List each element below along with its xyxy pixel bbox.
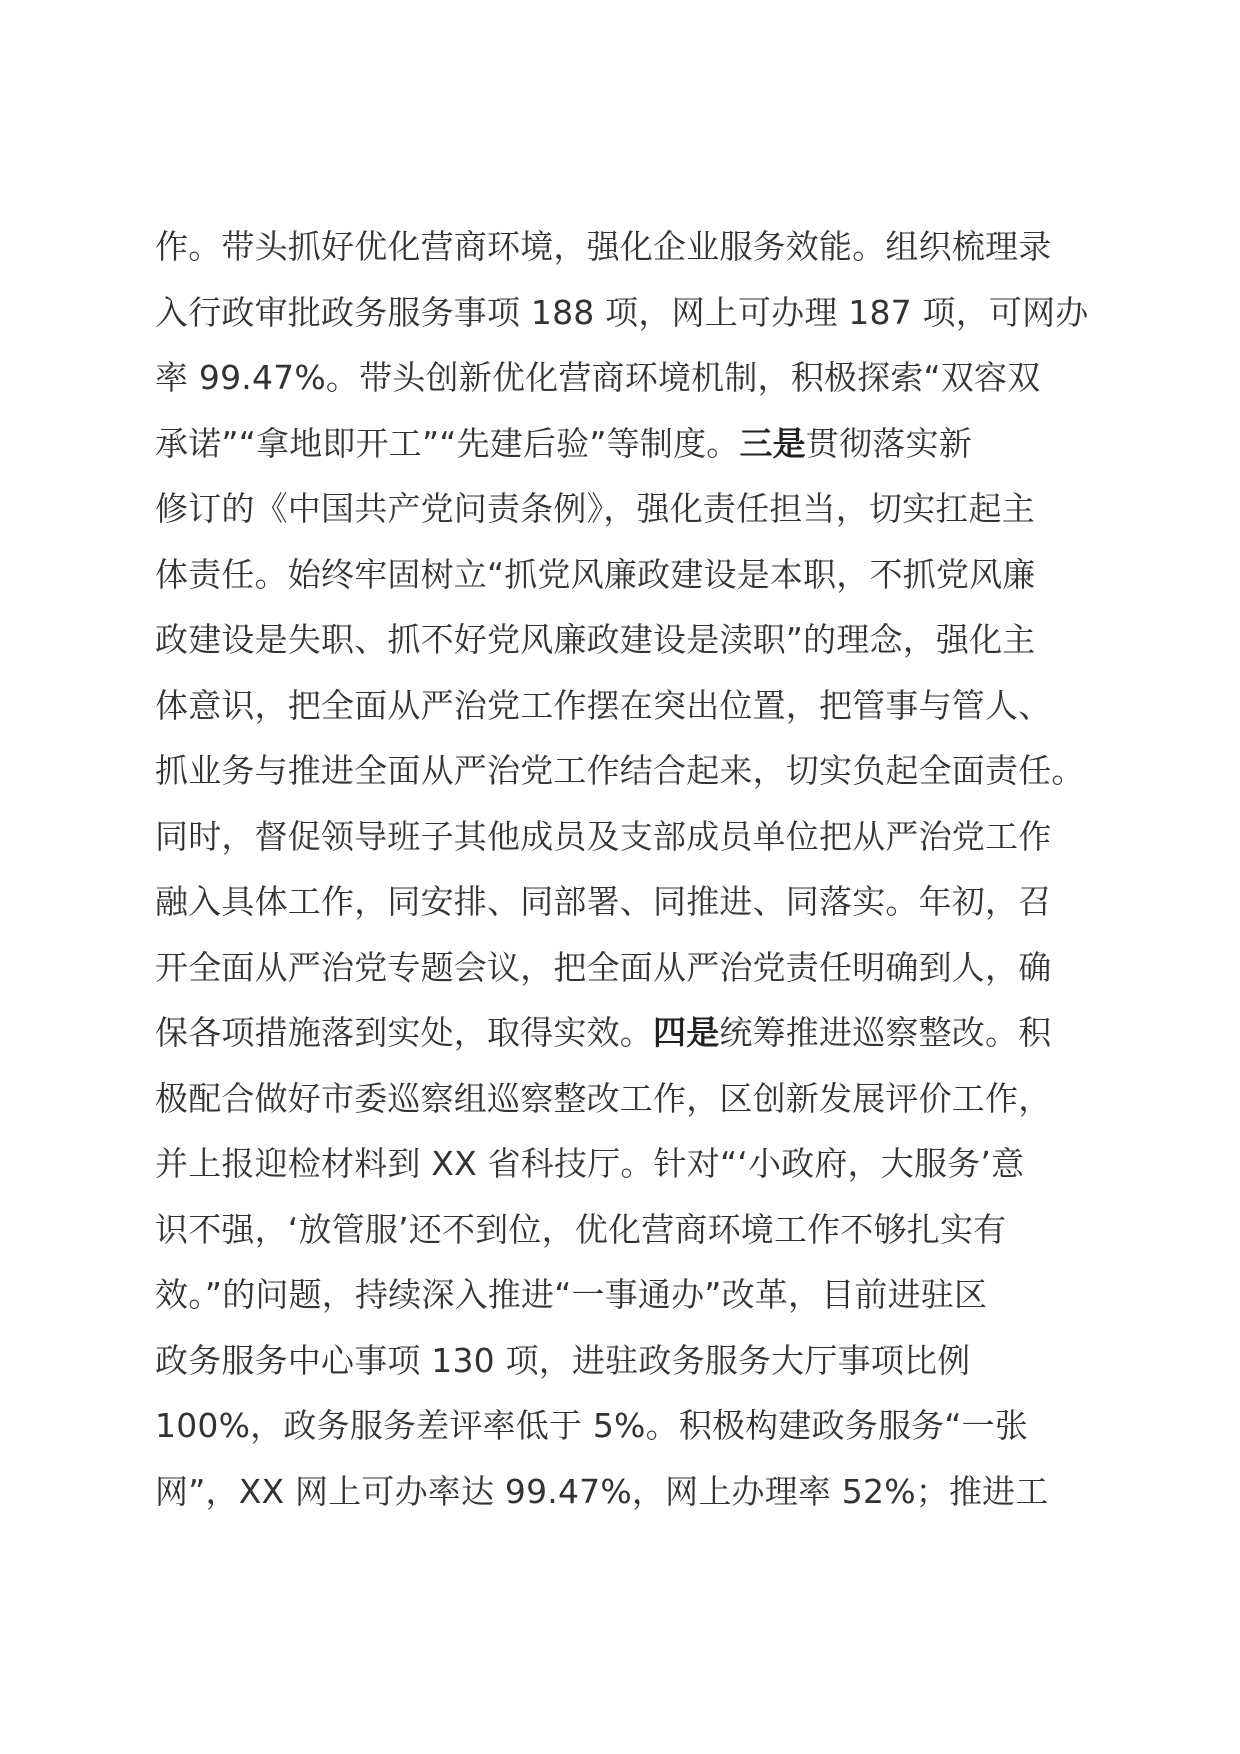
text-line: [155, 1197, 1095, 1263]
text-line: [155, 1459, 1095, 1525]
text-line: [155, 738, 1095, 804]
text-run: 100%，政务服务差评率低于 5%。积极构建政务服务“一张: [155, 1406, 1029, 1445]
text-line: [155, 607, 1095, 673]
text-run: 政务服务中心事项 130 项，进驻政务服务大厅事项比例: [155, 1340, 971, 1380]
text-run: 网”，XX 网上可办率达 99.47%，网上办理率 52%；推进工: [155, 1471, 1049, 1511]
text-line: [155, 1000, 1095, 1066]
text-line: [155, 673, 1095, 739]
text-run: 修订的《中国共产党问责条例》，强化责任担当，切实扛起主: [155, 489, 1035, 528]
text-line: [155, 935, 1095, 1001]
text-run: 开全面从严治党专题会议，把全面从严治党责任明确到人，确: [155, 947, 1052, 987]
text-line: [155, 345, 1095, 411]
text-line: [155, 1393, 1095, 1459]
text-run: 并上报迎检材料到 XX 省科技厅。针对“‘小政府，大服务’意: [155, 1144, 1025, 1183]
text-run: 统筹推进巡察整改。积: [719, 1013, 1052, 1052]
text-line: [155, 869, 1095, 935]
text-run: 同时，督促领导班子其他成员及支部成员单位把从严治党工作: [155, 816, 1052, 856]
text-line: [155, 542, 1095, 608]
text-line: [155, 804, 1095, 870]
text-run: 作。带头抓好优化营商环境，强化企业服务效能。组织梳理录: [155, 227, 1052, 266]
text-run: 政建设是失职、抓不好党风廉政建设是渎职”的理念，强化主: [155, 620, 1036, 659]
text-run: 入行政审批政务服务事项 188 项，网上可办理 187 项，可网办: [155, 292, 1089, 332]
text-line: [155, 1066, 1095, 1132]
text-run: 保各项措施落到实处，取得实效。: [155, 1013, 653, 1052]
bold-marker: 三是: [739, 423, 806, 463]
text-line: [155, 1262, 1095, 1328]
text-run: 抓业务与推进全面从严治党工作结合起来，切实负起全面责任。: [155, 751, 1085, 790]
text-run: 贯彻落实新: [805, 423, 972, 463]
text-line: [155, 214, 1095, 280]
text-line: [155, 476, 1095, 542]
text-run: 体责任。始终牢固树立“抓党风廉政建设是本职，不抓党风廉: [155, 554, 1036, 594]
bold-marker: 四是: [653, 1013, 720, 1052]
text-run: 极配合做好市委巡察组巡察整改工作，区创新发展评价工作，: [155, 1078, 1052, 1118]
text-line: [155, 280, 1095, 346]
text-run: 识不强，‘放管服’还不到位，优化营商环境工作不够扎实有: [155, 1209, 1007, 1249]
text-run: 体意识，把全面从严治党工作摆在突出位置，把管事与管人、: [155, 685, 1052, 725]
body-text: [155, 214, 1095, 1524]
text-line: [155, 411, 1095, 477]
text-line: [155, 1131, 1095, 1197]
text-run: 率 99.47%。带头创新优化营商环境机制，积极探索“双容双: [155, 358, 1041, 397]
text-line: [155, 1328, 1095, 1394]
text-run: 承诺”“拿地即开工”“先建后验”等制度。: [155, 423, 740, 463]
text-run: 效。”的问题，持续深入推进“一事通办”改革，目前进驻区: [155, 1275, 988, 1314]
text-run: 融入具体工作，同安排、同部署、同推进、同落实。年初，召: [155, 882, 1052, 921]
